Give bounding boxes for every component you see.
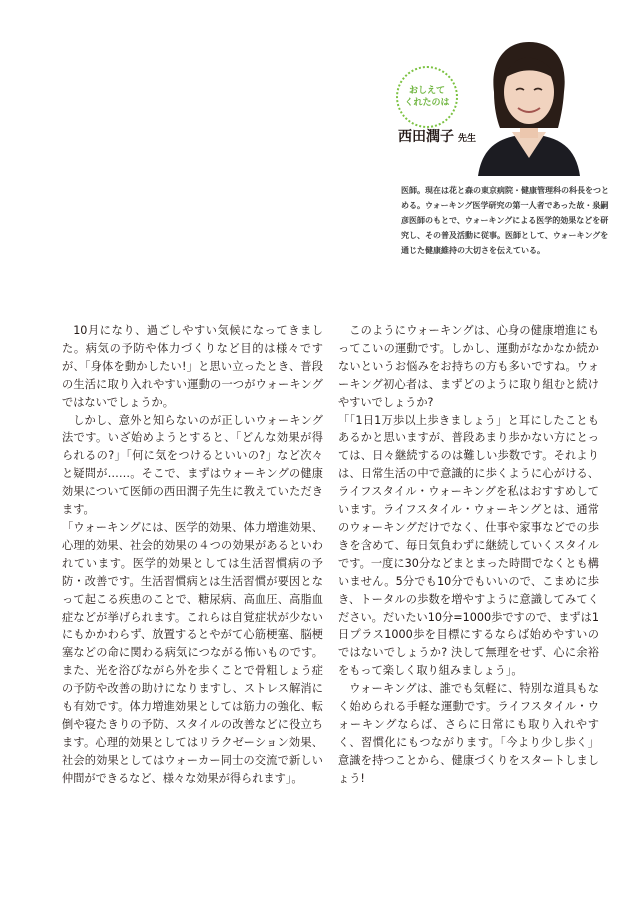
badge-line-2: くれたのは <box>404 98 450 108</box>
paragraph: しかし、意外と知らないのが正しいウォーキング法です。いざ始めようとすると、「どんな効果が得られるの?」「何に気をつけるといいの?」など次々と疑問が……。そこで、まずはウォーキングの健康効果について医師の西田潤子先生に教えていただきます。 <box>62 413 323 517</box>
doctor-name <box>398 126 476 146</box>
badge-line-1: おしえて <box>408 85 445 96</box>
paragraph: ウォーキングは、誰でも気軽に、特別な道具もなく始められる手軽な運動です。ライフスタイル・ウォーキングならば、さらに日常にも取り入れやすく、習慣化にもつながります。「今より少し歩く」意識を持つことから、健康づくりをスタートしましょう! <box>338 682 599 785</box>
portrait-illustration <box>468 36 590 176</box>
article-left-column <box>62 322 323 788</box>
doctor-bio-text: 医師。現在は花と森の東京病院・健康管理科の科長をつとめる。ウォーキング医学研究の第一人者であった故・泉嗣彦医師のもとで、ウォーキングによる医学的効果などを研究し、その普及活動に従事。医師として、ウォーキングを通じた健康維持の大切さを伝えている。 <box>401 186 609 255</box>
paragraph: 10月になり、過ごしやすい気候になってきました。病気の予防や体力づくりなど目的は様々ですが、「身体を動かしたい!」と思い立ったとき、普段の生活に取り入れやすい運動の一つがウォーキングではないでしょうか。 <box>62 324 323 409</box>
paragraph: このようにウォーキングは、心身の健康増進にもってこいの運動です。しかし、運動がなかなか続かないというお悩みをお持ちの方も多いですね。ウォーキング初心者は、まずどのように取り組むと続けやすいでしょうか? <box>338 324 599 409</box>
doctor-name-text: 西田潤子 <box>398 129 454 145</box>
paragraph: 「ウォーキングには、医学的効果、体力増進効果、心理的効果、社会的効果の４つの効果があるといわれています。医学的効果としては生活習慣病の予防・改善です。生活習慣病とは生活習慣が要因となって起こる疾患のことで、糖尿病、高血圧、高脂血症などが挙げられます。これらは自覚症状が少ないにもかかわらず、放置するとやがて心筋梗塞、脳梗塞などの命に関わる病気につながる怖いものです。また、光を浴びながら外を歩くことで骨粗しょう症の予防や改善の助けになりますし、ストレス解消にも有効です。体力増進効果としては筋力の強化、転倒や寝たきりの予防、スタイルの改善などに役立ちます。心理的効果としてはリラクゼーション効果、社会的効果としてはウォーカー同士の交流で新しい仲間ができるなど、様々な効果が得られます」。 <box>62 520 323 785</box>
doctor-bio <box>401 183 611 258</box>
teacher-badge <box>396 66 458 128</box>
honorific: 先生 <box>458 134 477 144</box>
paragraph: 「「1日1万歩以上歩きましょう」と耳にしたこともあるかと思いますが、普段あまり歩かない方にとっては、日々継続するのは難しい歩数です。それよりは、日常生活の中で意識的に歩くように心がける、ライフスタイル・ウォーキングを私はおすすめしています。ライフスタイル・ウォーキングとは、通常のウォーキングだけでなく、仕事や家事などでの歩きを含めて、毎日気負わずに継続していくスタイルです。一度に30分などまとまった時間でなくとも構いません。5分でも10分でもいいので、こまめに歩き、トータルの歩数を増やすように意識してみてください。だいたい10分=1000歩ですので、まずは1日プラス1000歩を目標にするならば始めやすいのではないでしょうか? 決して無理をせず、心に余裕をもって楽しく取り組みましょう」。 <box>338 413 599 678</box>
article-right-column <box>338 322 599 788</box>
doctor-portrait <box>468 36 590 176</box>
